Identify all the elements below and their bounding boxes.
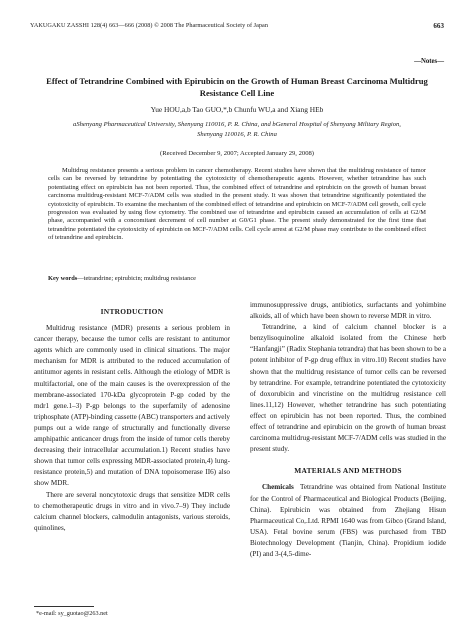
keywords: [48, 275, 426, 282]
keywords-value: —tetrandrine; epirubicin; multidrug resistance: [77, 275, 197, 282]
author-list: Yue HOU,a,b Tao GUO,*,b Chunfu WU,a and Xiang HEb: [150, 105, 324, 114]
running-head: [30, 22, 444, 34]
affiliations: aShenyang Pharmaceutical University, Shenyang 110016, P. R. China, and bGeneral Hospital of Shenyang Military Region, Shenyang 110016, P. R. China: [73, 121, 401, 138]
article-title: Effect of Tetrandrine Combined with Epirubicin on the Growth of Human Breast Carcinoma Multidrug Resistance Cell Line: [46, 76, 428, 98]
chemicals-lead: Chemicals: [262, 483, 294, 492]
right-column: [250, 300, 446, 560]
intro-paragraph-4: Tetrandrine, a kind of calcium channel blocker is a benzylisoquinoline alkaloid isolated from the Chinese herb “Hanfangji” (Radix Stephania tetrandra) that has been shown to be a potent inhibitor of P-gp drug efflux in vitro.10) Recent studies have shown that the multidrug resistance of tumor cells can be reversed by tetrandrine. For example, tetrandrine potentiated the cytotoxicity of doxorubicin and vincristine on the multidrug resistance cell lines.11,12) However, whether tetrandrine has such potentiating effect on epirubicin has not been reported. Thus, the combined effect of tetrandrine and epirubicin on the growth of human breast carcinoma multidrug-resistant MCF-7/ADM cells was studied in the present study.: [250, 323, 446, 454]
methods-heading: MATERIALS AND METHODS: [294, 466, 402, 476]
abstract: Multidrug resistance presents a serious problem in cancer chemotherapy. Recent studies have shown that the multidrug resistance of tumor cells can be reversed by tetrandrine by potentiating the cytotoxicity of chemotherapeutic agents. However, whether tetrandrine has such potentiating effect on epirubicin has not been reported. Thus, the combined effect of tetrandrine and epirubicin on the growth of human breast carcinoma multidrug-resistant MCF-7/ADM cells was studied in the present study. It was shown that tetrandrine significantly potentiated the cytotoxicity of epirubicin. To examine the mechanism of the combined effect of tetrandrine and epirubicin on MCF-7/ADM cell growth, cell cycle progression was evaluated by using flow cytometry. The combined use of tetrandrine and epirubicin caused an accumulation of cells at G2/M phase, accompanied with a concomitant decrement of cell number at G0/G1 phase. The present study demonstrated for the first time that tetrandrine potentiated the cytotoxicity of epirubicin on MCF-7/ADM cells. Cell cycle arrest at G2/M phase may contribute to the combined effect of tetrandrine and epirubicin.: [48, 167, 426, 242]
correspondence-footnote: *e-mail: sy_guotao@263.net: [36, 610, 108, 617]
page-number: 663: [433, 22, 444, 30]
chemicals-text: Tetrandrine was obtained from National Institute for the Control of Pharmaceutical and Biological Products (Beijing, China). Epirubicin was obtained from Zhejiang Hisun Pharmaceutical Co,.Ltd. RPMI 1640 was from Gibco (Grand Island, USA). Fetal bovine serum (FBS) was purchased from TBD Biotechnology Development (Tianjin, China). Propidium iodide (PI) and 3-(4,5-dime-: [250, 483, 447, 558]
journal-citation: YAKUGAKU ZASSHI 128(4) 663—666 (2008) © 2008 The Pharmaceutical Society of Japan: [30, 22, 268, 29]
section-tag: —Notes—: [414, 58, 444, 65]
intro-paragraph-2: There are several noncytotoxic drugs that sensitize MDR cells to chemotherapeutic drugs in vitro and in vivo.7–9) They include calcium channel blockers, calmodulin antagonists, various steroids, quinolines,: [34, 490, 230, 532]
intro-paragraph-1: Multidrug resistance (MDR) presents a serious problem in cancer therapy, because the tumor cells are resistant to antitumor agents which are commonly used in clinical situations. The major mechanism for MDR is attributed to the reduced accumulation of antitumor agents in resistant cells. Although the etiology of MDR is multifactorial, one of the main causes is the overexpression of the membrane-associated 170-kDa glycoprotein P-gp coded by the mdr1 gene.1–3) P-gp belongs to the superfamily of adenosine triphosphate (ATP)-binding cassette (ABC) transporters and actively pumps out a wide range of structurally and functionally diverse amphipathic anticancer drugs from the inside of tumor cells thereby decreasing their intracellular accumulation.1) Recent studies have shown that tumor cells expressing MDR-associated protein,4) lung-resistance protein,5) and mutation of DNA topoisomerase II6) also show MDR.: [34, 324, 230, 488]
keywords-label: Key words: [48, 275, 78, 282]
received-dates: (Received December 9, 2007; Accepted January 29, 2008): [160, 150, 314, 157]
left-column: [34, 296, 230, 534]
footnote-divider: [34, 606, 94, 607]
introduction-heading: INTRODUCTION: [100, 307, 164, 316]
intro-paragraph-3: immunosuppressive drugs, antibiotics, surfactants and yohimbine alkoids, all of which have been shown to reverse MDR in vitro.: [250, 301, 446, 321]
